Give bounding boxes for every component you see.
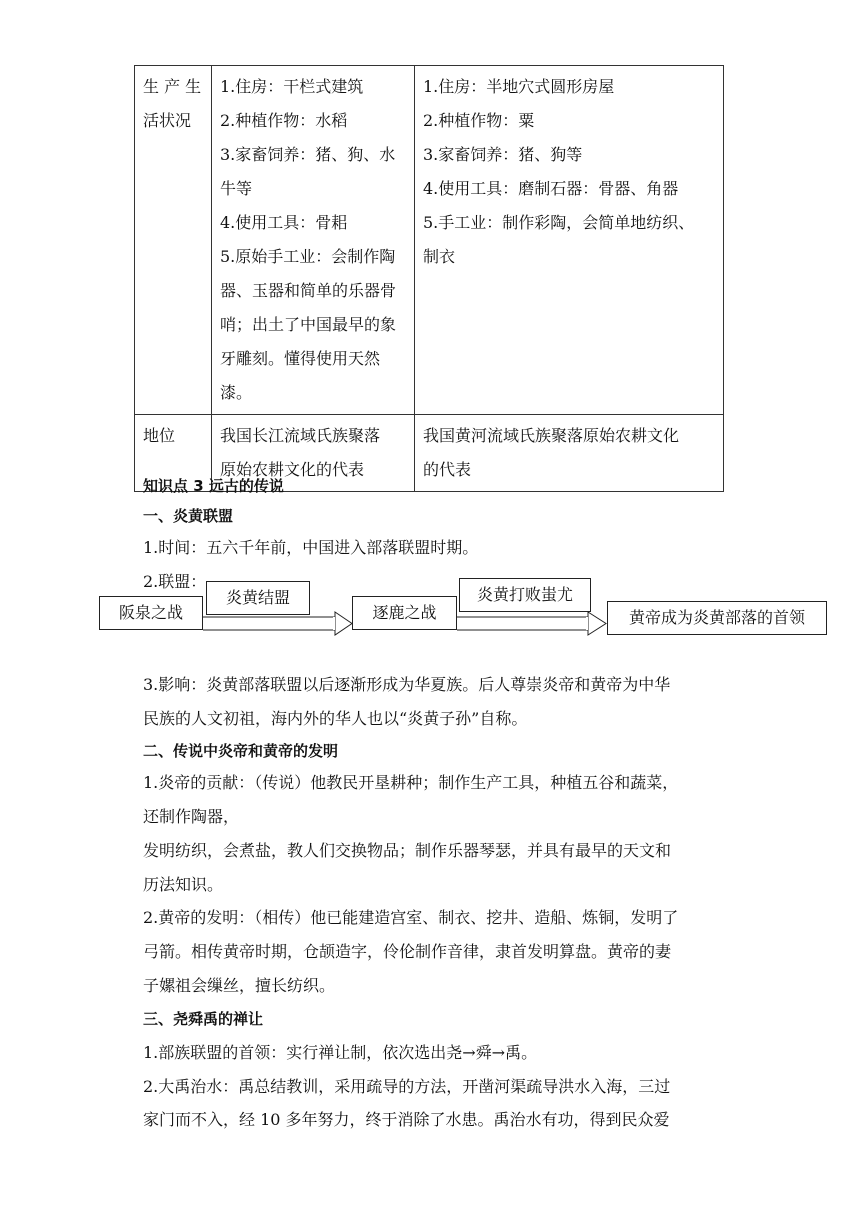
paragraph: 1.炎帝的贡献：（传说）他教民开垦耕种；制作生产工具，种植五谷和蔬菜， — [143, 773, 679, 792]
paragraph: 还制作陶器， — [143, 807, 240, 826]
cell-line: 制衣 — [423, 247, 456, 266]
cell-line: 1.住房：半地穴式圆形房屋 — [423, 77, 615, 96]
paragraph: 发明纺织，会煮盐，教人们交换物品；制作乐器琴瑟，并具有最早的天文和 — [143, 841, 672, 860]
row-label-line: 地位 — [143, 426, 176, 445]
cell-line: 我国长江流域氏族聚落 — [220, 426, 381, 445]
flow-label-alliance: 炎黄结盟 — [206, 581, 310, 615]
cell-line: 漆。 — [220, 383, 253, 402]
paragraph: 3.影响：炎黄部落联盟以后逐渐形成为华夏族。后人尊崇炎帝和黄帝为中华 — [143, 675, 671, 694]
cell-line: 哨；出土了中国最早的象 — [220, 315, 397, 334]
paragraph: 子嫘祖会缫丝，擅长纺织。 — [143, 976, 336, 995]
cell-line: 器、玉器和简单的乐器骨 — [220, 281, 397, 300]
paragraph: 1.时间：五六千年前，中国进入部落联盟时期。 — [143, 538, 479, 557]
flow-box-banquan: 阪泉之战 — [99, 596, 203, 630]
section-title: 知识点 3 远古的传说 — [143, 477, 284, 495]
subsection-heading: 三、尧舜禹的禅让 — [143, 1010, 264, 1028]
cell-line: 4.使用工具：骨耜 — [220, 213, 348, 232]
cell-line: 3.家畜饲养：猪、狗等 — [423, 145, 583, 164]
cell-line: 2.种植作物：粟 — [423, 111, 535, 130]
cell-line: 2.种植作物：水稻 — [220, 111, 348, 130]
flow-box-zhuolu: 逐鹿之战 — [352, 596, 457, 630]
paragraph: 2.联盟： — [143, 572, 207, 591]
flow-box-leader: 黄帝成为炎黄部落的首领 — [607, 601, 827, 635]
paragraph: 弓箭。相传黄帝时期，仓颉造字，伶伦制作音律，隶首发明算盘。黄帝的妻 — [143, 942, 672, 961]
flow-arrow — [203, 612, 352, 635]
cell-line: 牙雕刻。懂得使用天然 — [220, 349, 381, 368]
cell-line: 4.使用工具：磨制石器：骨器、角器 — [423, 179, 679, 198]
flow-label-defeat: 炎黄打败蚩尤 — [459, 578, 591, 612]
row-label-line: 生 产 生 — [143, 77, 202, 96]
paragraph: 2.黄帝的发明：（相传）他已能建造宫室、制衣、挖井、造船、炼铜，发明了 — [143, 908, 679, 927]
cell-line: 的代表 — [423, 460, 472, 479]
paragraph: 2.大禹治水：禹总结教训，采用疏导的方法，开凿河渠疏导洪水入海，三过 — [143, 1077, 671, 1096]
flow-arrow — [457, 612, 606, 635]
row-label-line: 活状况 — [143, 111, 192, 130]
subsection-heading: 二、传说中炎帝和黄帝的发明 — [143, 742, 339, 760]
paragraph: 1.部族联盟的首领：实行禅让制，依次选出尧→舜→禹。 — [143, 1043, 538, 1062]
cell-line: 1.住房：干栏式建筑 — [220, 77, 364, 96]
cell-line: 5.手工业：制作彩陶，会简单地纺织、 — [423, 213, 695, 232]
cell-line: 5.原始手工业：会制作陶 — [220, 247, 396, 266]
paragraph: 历法知识。 — [143, 875, 224, 894]
subsection-heading: 一、炎黄联盟 — [143, 507, 234, 525]
cell-line: 我国黄河流域氏族聚落原始农耕文化 — [423, 426, 680, 445]
cell-line: 牛等 — [220, 179, 253, 198]
cell-line: 原始农耕文化的代表 — [220, 460, 365, 479]
paragraph: 民族的人文初祖，海内外的华人也以“炎黄子孙”自称。 — [143, 709, 528, 728]
cell-line: 3.家畜饲养：猪、狗、水 — [220, 145, 396, 164]
paragraph: 家门而不入，经 10 多年努力，终于消除了水患。禹治水有功，得到民众爱 — [143, 1110, 670, 1129]
